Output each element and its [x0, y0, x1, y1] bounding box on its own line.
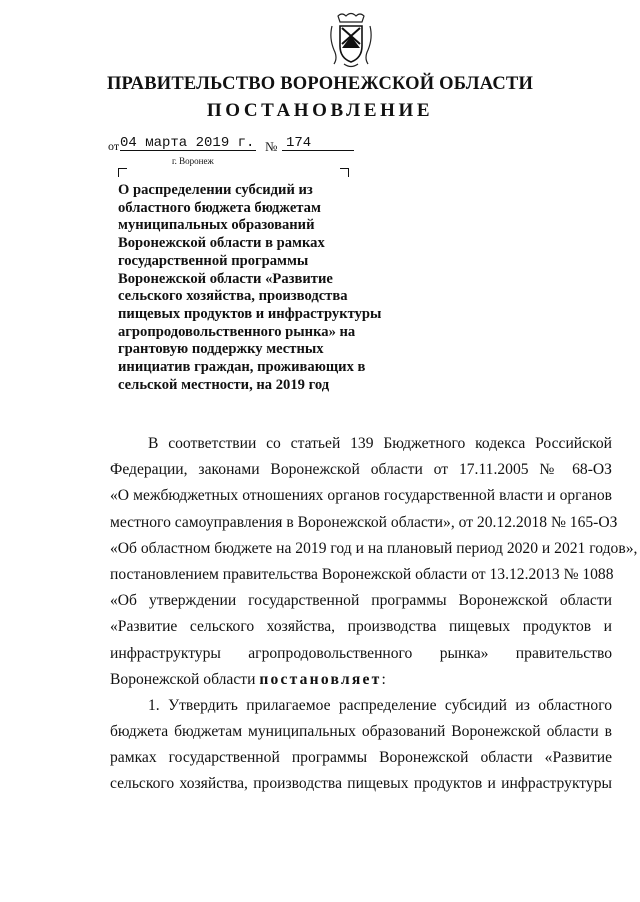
resolve-line — [110, 667, 612, 693]
document-number: 174 — [286, 135, 312, 151]
document-heading: О распределении субсидий из областного бюджета бюджетам муниципальных образований Воронежской области в рамках государственной программы Воронежской области «Развитие сельского хозяйства, производства пищевых продуктов и инфраструктуры агропродовольственного рынка» на грантовую поддержку местных инициатив граждан, проживающих в сельской местности, на 2019 год — [118, 182, 382, 393]
resolve-suffix: : — [381, 670, 386, 688]
resolve-word: постановляет — [259, 670, 382, 688]
body-line: инфраструктуры агропродовольственного рынка» правительство — [110, 644, 612, 662]
body-line: В соответствии со статьей 139 Бюджетного кодекса Российской — [148, 435, 612, 452]
item-line: сельского хозяйства, производства пищевых продуктов и инфраструктуры — [110, 775, 612, 793]
resolve-prefix: Воронежской области — [110, 670, 260, 688]
number-prefix: № — [265, 139, 278, 154]
heading-corner-right — [340, 168, 349, 177]
document-body — [110, 431, 638, 798]
city: г. Воронеж — [172, 156, 214, 166]
body-line: «Об областном бюджете на 2019 год и на плановый период 2020 и 2021 годов», — [110, 539, 638, 557]
item-line: 1. Утвердить прилагаемое распределение субсидий из областного — [148, 696, 612, 714]
body-line: постановлением правительства Воронежской области от 13.12.2013 № 1088 — [110, 565, 614, 583]
document-date: 04 марта 2019 г. — [120, 135, 255, 151]
body-line: местного самоуправления в Воронежской области», от 20.12.2018 № 165-ОЗ — [110, 513, 618, 531]
coat-of-arms-icon — [328, 12, 374, 70]
body-line: Федерации, законами Воронежской области от 17.11.2005 № 68-ОЗ — [110, 461, 612, 479]
body-line: «Развитие сельского хозяйства, производства пищевых продуктов и — [110, 618, 612, 636]
body-line: «О межбюджетных отношениях органов государственной власти и органов — [110, 487, 612, 505]
government-title: ПРАВИТЕЛЬСТВО ВОРОНЕЖСКОЙ ОБЛАСТИ — [106, 74, 534, 94]
date-number-line — [108, 137, 368, 157]
heading-corner-left — [118, 168, 127, 177]
item-line: рамках государственной программы Воронежской области «Развитие — [110, 749, 612, 767]
date-prefix: от — [108, 139, 120, 153]
body-line: «Об утверждении государственной программы Воронежской области — [110, 592, 612, 610]
item-line: бюджета бюджетам муниципальных образований Воронежской области в — [110, 723, 612, 741]
document-type: ПОСТАНОВЛЕНИЕ — [206, 100, 434, 121]
